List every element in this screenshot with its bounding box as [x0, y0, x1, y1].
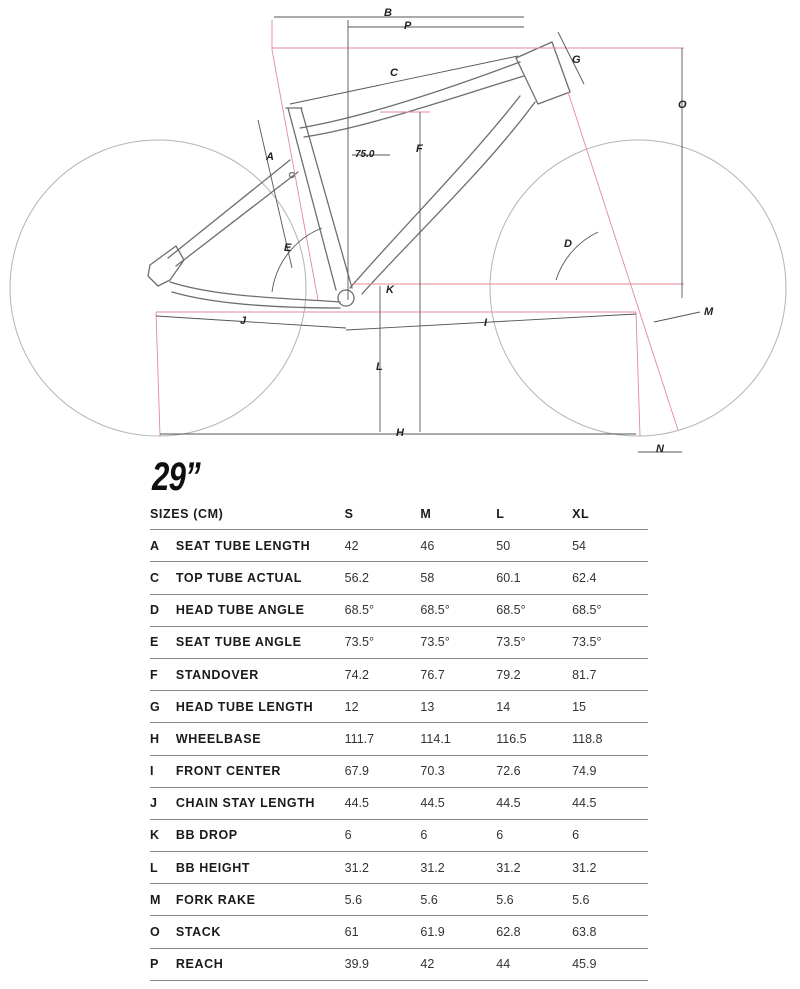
row-value-xl: 5.6 [572, 884, 648, 916]
row-name: HEAD TUBE ANGLE [176, 594, 345, 626]
row-value-m: 70.3 [420, 755, 496, 787]
row-value-m: 31.2 [420, 852, 496, 884]
row-name: HEAD TUBE LENGTH [176, 691, 345, 723]
row-code: K [150, 819, 176, 851]
row-code: P [150, 948, 176, 980]
row-value-l: 116.5 [496, 723, 572, 755]
table-row [150, 594, 648, 626]
row-code: O [150, 916, 176, 948]
row-value-s: 6 [345, 819, 421, 851]
row-value-s: 5.6 [345, 884, 421, 916]
label-d: D [564, 238, 572, 250]
row-code: C [150, 562, 176, 594]
row-value-l: 14 [496, 691, 572, 723]
row-value-xl: 74.9 [572, 755, 648, 787]
row-value-xl: 6 [572, 819, 648, 851]
row-value-s: 68.5° [345, 594, 421, 626]
row-value-l: 62.8 [496, 916, 572, 948]
row-value-m: 73.5° [420, 626, 496, 658]
row-value-l: 31.2 [496, 852, 572, 884]
label-angle: 75.0 [355, 149, 375, 160]
row-code: M [150, 884, 176, 916]
row-code: G [150, 691, 176, 723]
row-code: J [150, 787, 176, 819]
row-value-s: 44.5 [345, 787, 421, 819]
row-code: I [150, 755, 176, 787]
rear-wheel [10, 140, 306, 436]
label-g: G [572, 54, 581, 66]
row-value-s: 39.9 [345, 948, 421, 980]
label-e: E [284, 242, 292, 254]
bike-geometry-diagram [0, 0, 800, 470]
row-value-m: 76.7 [420, 658, 496, 690]
row-value-s: 67.9 [345, 755, 421, 787]
row-value-xl: 44.5 [572, 787, 648, 819]
row-value-xl: 118.8 [572, 723, 648, 755]
row-value-l: 5.6 [496, 884, 572, 916]
table-row [150, 755, 648, 787]
table-row [150, 562, 648, 594]
row-value-xl: 15 [572, 691, 648, 723]
dimension-arrows [156, 17, 700, 452]
label-a: A [266, 151, 274, 163]
row-value-l: 68.5° [496, 594, 572, 626]
label-c: C [390, 67, 398, 79]
label-i: I [484, 317, 488, 329]
row-value-s: 42 [345, 530, 421, 562]
label-n: N [656, 443, 664, 455]
row-value-l: 72.6 [496, 755, 572, 787]
label-j: J [240, 315, 247, 327]
row-value-s: 111.7 [345, 723, 421, 755]
front-wheel [490, 140, 786, 436]
row-value-l: 50 [496, 530, 572, 562]
row-value-l: 73.5° [496, 626, 572, 658]
row-value-s: 73.5° [345, 626, 421, 658]
table-row [150, 530, 648, 562]
row-value-xl: 45.9 [572, 948, 648, 980]
row-value-s: 74.2 [345, 658, 421, 690]
row-value-xl: 54 [572, 530, 648, 562]
row-name: CHAIN STAY LENGTH [176, 787, 345, 819]
label-h: H [396, 427, 404, 439]
row-value-s: 61 [345, 916, 421, 948]
row-value-l: 79.2 [496, 658, 572, 690]
table-row [150, 884, 648, 916]
size-column-s: S [345, 498, 421, 530]
row-value-s: 56.2 [345, 562, 421, 594]
row-code: D [150, 594, 176, 626]
row-value-s: 31.2 [345, 852, 421, 884]
row-name: FORK RAKE [176, 884, 345, 916]
row-value-xl: 81.7 [572, 658, 648, 690]
label-b: B [384, 7, 392, 19]
row-value-xl: 63.8 [572, 916, 648, 948]
row-value-l: 6 [496, 819, 572, 851]
row-code: L [150, 852, 176, 884]
row-value-m: 44.5 [420, 787, 496, 819]
row-name: SEAT TUBE ANGLE [176, 626, 345, 658]
row-name: WHEELBASE [176, 723, 345, 755]
geometry-table-body [150, 530, 648, 981]
table-row [150, 948, 648, 980]
label-p: P [404, 20, 412, 32]
row-value-m: 61.9 [420, 916, 496, 948]
row-value-m: 46 [420, 530, 496, 562]
label-f: F [416, 143, 423, 155]
table-row [150, 658, 648, 690]
size-column-m: M [420, 498, 496, 530]
row-name: STACK [176, 916, 345, 948]
table-row [150, 852, 648, 884]
table-row [150, 691, 648, 723]
row-value-xl: 73.5° [572, 626, 648, 658]
row-value-l: 44.5 [496, 787, 572, 819]
frame-outline [148, 42, 570, 308]
row-code: E [150, 626, 176, 658]
label-k: K [386, 284, 394, 296]
row-value-m: 114.1 [420, 723, 496, 755]
row-name: BB HEIGHT [176, 852, 345, 884]
row-name: BB DROP [176, 819, 345, 851]
table-row [150, 916, 648, 948]
row-value-l: 44 [496, 948, 572, 980]
row-name: REACH [176, 948, 345, 980]
row-value-l: 60.1 [496, 562, 572, 594]
row-value-m: 58 [420, 562, 496, 594]
row-value-m: 68.5° [420, 594, 496, 626]
row-value-m: 13 [420, 691, 496, 723]
label-m: M [704, 306, 714, 318]
row-value-m: 42 [420, 948, 496, 980]
row-code: A [150, 530, 176, 562]
row-value-xl: 31.2 [572, 852, 648, 884]
wheel-size-title: 29” [152, 455, 200, 499]
row-value-xl: 62.4 [572, 562, 648, 594]
row-code: H [150, 723, 176, 755]
table-row [150, 787, 648, 819]
row-name: STANDOVER [176, 658, 345, 690]
row-name: TOP TUBE ACTUAL [176, 562, 345, 594]
label-l: L [376, 361, 383, 373]
table-row [150, 626, 648, 658]
table-header-row [150, 498, 648, 530]
table-row [150, 819, 648, 851]
row-value-s: 12 [345, 691, 421, 723]
row-name: SEAT TUBE LENGTH [176, 530, 345, 562]
sizes-header: SIZES (CM) [150, 498, 345, 530]
row-value-m: 6 [420, 819, 496, 851]
size-column-xl: XL [572, 498, 648, 530]
row-value-m: 5.6 [420, 884, 496, 916]
size-column-l: L [496, 498, 572, 530]
row-value-xl: 68.5° [572, 594, 648, 626]
geometry-table [150, 498, 648, 981]
row-name: FRONT CENTER [176, 755, 345, 787]
row-code: F [150, 658, 176, 690]
label-o: O [678, 99, 687, 111]
table-row [150, 723, 648, 755]
